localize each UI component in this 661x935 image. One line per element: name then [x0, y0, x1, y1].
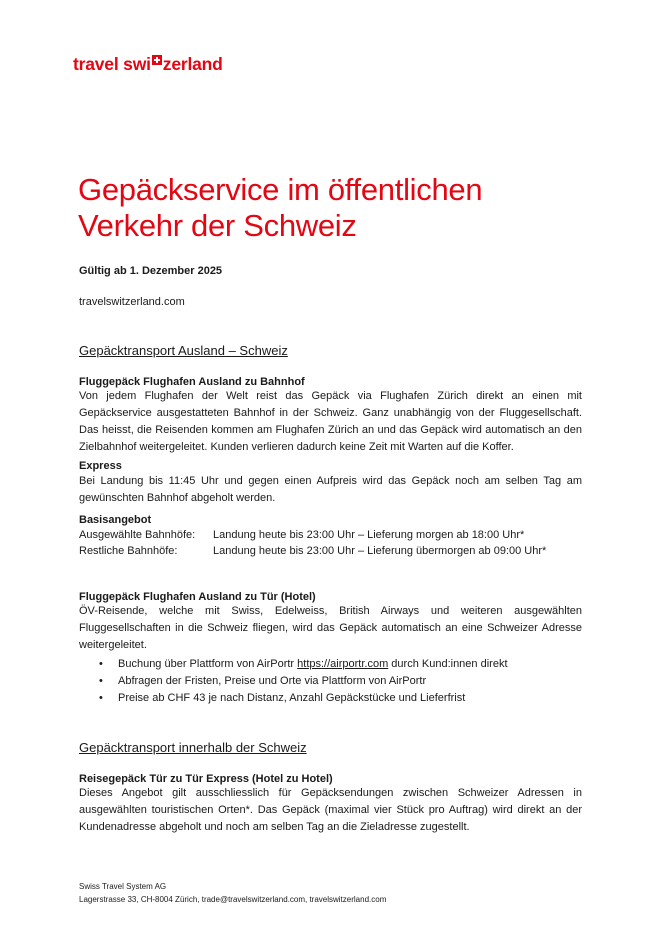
paragraph-airport-to-door: ÖV-Reisende, welche mit Swiss, Edelweiss, British Airways und weiteren ausgewählten Fluggesellschaften in die Schweiz fliegen, wird das Gepäck automatisch an eine Schweizer Adresse weitergeleitet.: [79, 605, 582, 651]
brand-logo[interactable]: [73, 54, 223, 74]
basis-row-label: Restliche Bahnhöfe:: [79, 545, 178, 557]
bullet-text: Buchung über Plattform von AirPortr: [118, 658, 298, 670]
page-title: [78, 172, 598, 244]
footer-company: Swiss Travel System AG: [79, 882, 167, 891]
subheading-door-to-door: Reisegepäck Tür zu Tür Express (Hotel zu Hotel): [79, 773, 333, 785]
swiss-cross-icon: [152, 55, 162, 65]
subheading-airport-to-door: Fluggepäck Flughafen Ausland zu Tür (Hotel): [79, 591, 316, 603]
paragraph-airport-to-station: Von jedem Flughafen der Welt reist das Gepäck via Flughafen Zürich direkt an einen mit Gepäckservice ausgestatteten Bahnhof in der Schweiz. Ganz unabhängig von der Fluggesellschaft. Das heisst, die Reisenden kommen am Flughafen Zürich an und das Gepäck wird automatisch an den Zielbahnhof weitergeleitet. Kunden verlieren dadurch keine Zeit mit Warten auf die Koffer.: [79, 390, 582, 453]
list-item: [79, 690, 582, 707]
subheading-basis: Basisangebot: [79, 514, 152, 526]
basis-row-value: Landung heute bis 23:00 Uhr – Lieferung übermorgen ab 09:00 Uhr*: [213, 545, 547, 557]
basis-row: [79, 543, 546, 560]
footer-address: Lagerstrasse 33, CH-8004 Zürich, trade@travelswitzerland.com, travelswitzerland.com: [79, 895, 387, 904]
basis-row: [79, 527, 524, 544]
paragraph-express: Bei Landung bis 11:45 Uhr und gegen einen Aufpreis wird das Gepäck noch am selben Tag am gewünschten Bahnhof abgeholt werden.: [79, 475, 582, 504]
list-item: [79, 673, 582, 690]
section-heading-abroad: Gepäcktransport Ausland – Schweiz: [79, 343, 288, 358]
website-link[interactable]: travelswitzerland.com: [79, 296, 185, 308]
section-heading-domestic: Gepäcktransport innerhalb der Schweiz: [79, 740, 307, 755]
subheading-airport-to-station: Fluggepäck Flughafen Ausland zu Bahnhof: [79, 376, 305, 388]
footer: [79, 880, 386, 906]
bullet-icon: •: [99, 658, 103, 670]
bullet-icon: •: [99, 692, 103, 704]
airportr-link[interactable]: https://airportr.com: [297, 658, 389, 670]
logo-text-start: travel swi: [73, 54, 151, 74]
subheading-express: Express: [79, 460, 122, 472]
title-line-1: Gepäckservice im öffentlichen: [78, 172, 483, 207]
bullet-text: Abfragen der Fristen, Preise und Orte via Plattform von AirPortr: [118, 675, 427, 687]
logo-text-end: zerland: [162, 54, 223, 74]
list-item: [79, 656, 582, 673]
bullet-text: durch Kund:innen direkt: [388, 658, 508, 670]
bullet-text: Preise ab CHF 43 je nach Distanz, Anzahl Gepäckstücke und Lieferfrist: [118, 692, 466, 704]
paragraph-door-to-door: Dieses Angebot gilt ausschliesslich für Gepäcksendungen zwischen Schweizer Adressen in ausgewählten touristischen Orten*. Das Gepäck (maximal vier Stück pro Auftrag) wird direkt an der Kundenadresse abgeholt und noch am selben Tag an die Zieladresse zugestellt.: [79, 787, 582, 833]
valid-from: Gültig ab 1. Dezember 2025: [79, 265, 223, 277]
basis-row-value: Landung heute bis 23:00 Uhr – Lieferung morgen ab 18:00 Uhr*: [213, 529, 525, 541]
bullet-icon: •: [99, 675, 103, 687]
bullet-list: [79, 656, 582, 707]
basis-row-label: Ausgewählte Bahnhöfe:: [79, 529, 196, 541]
title-line-2: Verkehr der Schweiz: [78, 208, 357, 243]
